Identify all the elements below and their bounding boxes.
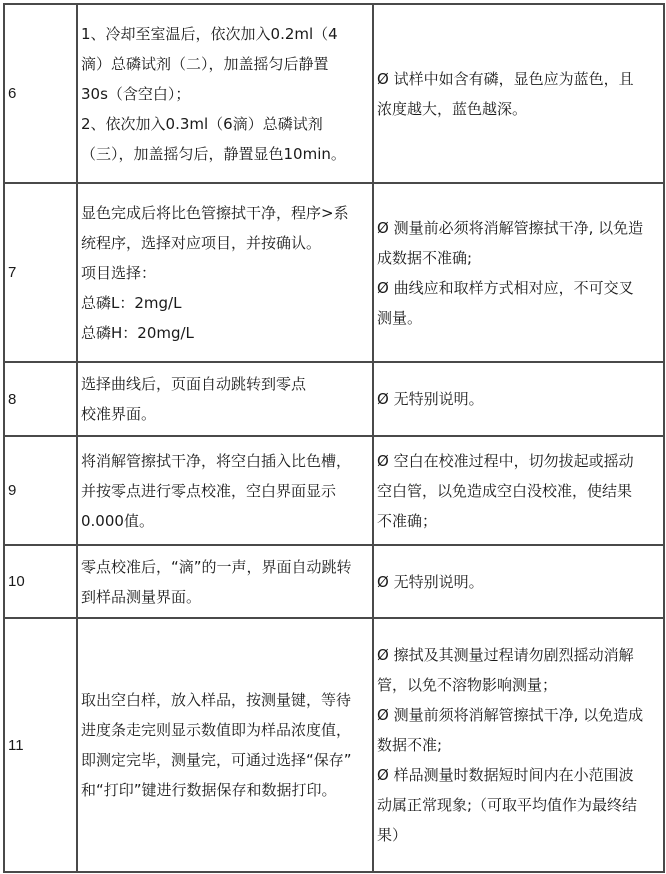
step-number: 6 xyxy=(8,85,17,102)
operation-line: 和“打印”键进行数据保存和数据打印。 xyxy=(81,781,337,799)
table-row-step-6 xyxy=(4,4,664,183)
step-number-cell xyxy=(4,545,77,618)
operation-line: 30s（含空白）； xyxy=(81,84,191,103)
operation-line: 将消解管擦拭干净，将空白插入比色槽， xyxy=(81,451,352,470)
note-line: Ø 擦拭及其测量过程请勿剧烈摇动消解 xyxy=(377,646,634,664)
operation-line: 进度条走完则显示数值即为样品浓度值， xyxy=(81,721,352,739)
step-number-cell xyxy=(4,4,77,183)
note-line: Ø 测量前必须将消解管擦拭干净, 以免造 xyxy=(377,218,644,237)
procedure-table xyxy=(3,3,665,873)
step-number: 10 xyxy=(8,573,25,590)
table-row-step-9 xyxy=(4,436,664,545)
note-line: 浓度越大，蓝色越深。 xyxy=(377,99,528,118)
operation-line: 到样品测量界面。 xyxy=(81,587,202,606)
notes-cell xyxy=(373,436,664,545)
step-number: 7 xyxy=(8,264,17,281)
operation-line: 总磷L：2mg/L xyxy=(81,293,182,312)
procedure-table-body xyxy=(4,3,664,872)
note-line: 动属正常现象;（可取平均值作为最终结 xyxy=(377,796,638,814)
operation-line: 0.000值。 xyxy=(81,511,154,530)
operation-line: 项目选择： xyxy=(81,263,157,282)
notes-cell xyxy=(373,183,664,362)
operation-line: 显色完成后将比色管擦拭干净，程序>系 xyxy=(81,203,349,222)
operation-line: 取出空白样，放入样品，按测量键，等待 xyxy=(81,691,352,709)
note-line: 管，以免不溶物影响测量； xyxy=(377,676,558,694)
note-line: Ø 曲线应和取样方式相对应，不可交叉 xyxy=(377,278,634,297)
operation-cell xyxy=(77,362,373,436)
step-number: 8 xyxy=(8,390,17,408)
operation-line: 统程序，选择对应项目，并按确认。 xyxy=(81,233,322,252)
notes-cell xyxy=(373,362,664,436)
operation-line: 2、依次加入0.3ml（6滴）总磷试剂 xyxy=(81,114,323,133)
note-line: Ø 试样中如含有磷，显色应为蓝色，且 xyxy=(377,69,634,88)
step-number: 9 xyxy=(8,482,17,499)
operation-line: （三），加盖摇匀后，静置显色10min。 xyxy=(81,144,346,163)
step-number-cell xyxy=(4,183,77,362)
table-row-step-11 xyxy=(4,618,664,872)
note-line: Ø 无特别说明。 xyxy=(377,390,484,408)
operation-cell xyxy=(77,4,373,183)
operation-line: 并按零点进行零点校准，空白界面显示 xyxy=(81,481,337,500)
operation-line: 零点校准后，“滴”的一声，界面自动跳转 xyxy=(81,557,352,576)
table-row-step-8 xyxy=(4,362,664,436)
notes-cell xyxy=(373,618,664,872)
note-line: 果） xyxy=(377,826,408,844)
note-line: Ø 无特别说明。 xyxy=(377,572,484,591)
operation-line: 1、冷却至室温后，依次加入0.2ml（4 xyxy=(81,24,338,43)
step-number-cell xyxy=(4,362,77,436)
operation-line: 滴）总磷试剂（二），加盖摇匀后静置 xyxy=(81,54,329,73)
operation-cell xyxy=(77,545,373,618)
note-line: Ø 测量前须将消解管擦拭干净, 以免造成 xyxy=(377,706,644,724)
operation-cell xyxy=(77,183,373,362)
step-number-cell xyxy=(4,618,77,872)
operation-line: 总磷H：20mg/L xyxy=(81,323,194,342)
operation-line: 即测定完毕，测量完，可通过选择“保存” xyxy=(81,751,352,769)
operation-cell xyxy=(77,618,373,872)
note-line: 测量。 xyxy=(377,308,423,327)
operation-cell xyxy=(77,436,373,545)
step-number-cell xyxy=(4,436,77,545)
note-line: 成数据不准确; xyxy=(377,248,473,267)
note-line: 空白管，以免造成空白没校准，使结果 xyxy=(377,481,633,500)
operation-line: 选择曲线后，页面自动跳转到零点 xyxy=(81,375,307,393)
table-row-step-10 xyxy=(4,545,664,618)
note-line: Ø 样品测量时数据短时间内在小范围波 xyxy=(377,766,634,784)
notes-cell xyxy=(373,545,664,618)
note-line: Ø 空白在校准过程中，切勿拔起或摇动 xyxy=(377,451,634,470)
notes-cell xyxy=(373,4,664,183)
note-line: 数据不准; xyxy=(377,736,443,754)
note-line: 不准确； xyxy=(377,511,438,530)
table-row-step-7 xyxy=(4,183,664,362)
step-number: 11 xyxy=(8,736,24,754)
operation-line: 校准界面。 xyxy=(81,405,157,423)
